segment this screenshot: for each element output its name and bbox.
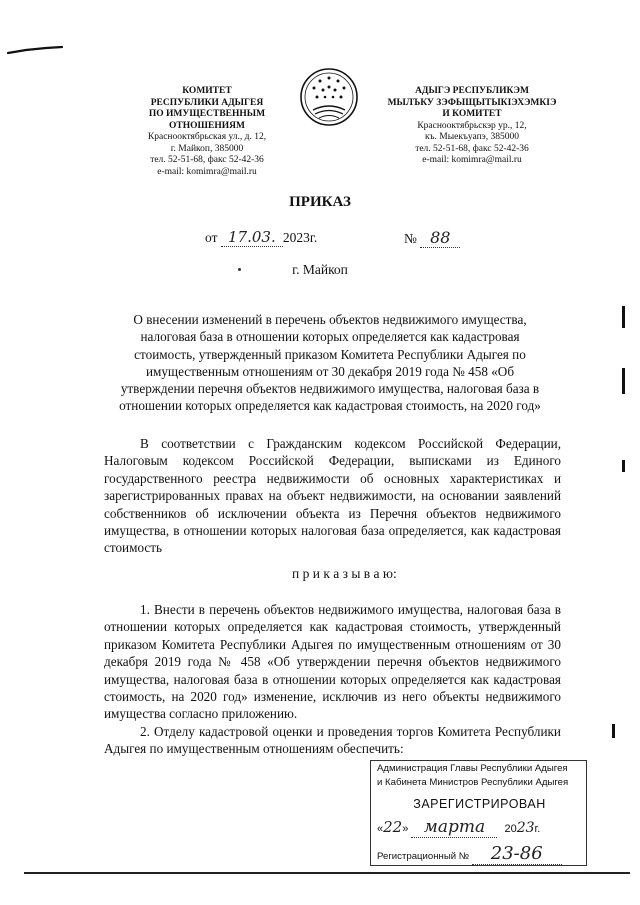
- stamp-authority-2: и Кабинета Министров Республики Адыгея: [377, 777, 569, 788]
- subject-line: налоговая база в отношении которых определяется как кадастровая: [140, 329, 520, 345]
- order-date: [205, 228, 317, 247]
- subject-block: [80, 311, 580, 415]
- dot-mark: [238, 268, 241, 271]
- stamp-reg-number-handwritten: 23-86: [472, 843, 562, 865]
- scan-mark: [622, 306, 625, 328]
- org-address-adyghe-1: Краснооктябрьскэр ур., 12,: [417, 120, 527, 131]
- item-1-paragraph: [104, 601, 561, 723]
- org-phone-adyghe: тел. 52-51-68, факс 52-42-36: [415, 143, 529, 154]
- stamp-year-prefix: 20: [504, 823, 517, 835]
- org-name-line1: КОМИТЕТ: [182, 86, 232, 96]
- document-title: ПРИКАЗ: [289, 194, 351, 210]
- scan-mark: [612, 724, 615, 738]
- preamble-text: В соответствии с Гражданским кодексом Российской Федерации, Налоговым кодексом Российской Федерации, выписками из Единого государственного реестра недвижимости об основных характеристиках и зарегистрированных правах на объект недвижимости, на основании заявлений собственников об исключении объекта из Перечня объектов недвижимого имущества, в отношении которых налоговая база определяется, как кадастровая стоимость: [104, 436, 561, 556]
- stamp-year-handwritten: 23: [516, 820, 535, 836]
- org-phone: тел. 52-51-68, факс 52-42-36: [150, 155, 264, 165]
- stamp-year-end: г.: [534, 823, 541, 835]
- subject-line: О внесении изменений в перечень объектов недвижимого имущества,: [133, 312, 527, 327]
- date-prefix: от: [205, 230, 218, 245]
- date-suffix: 2023г.: [282, 230, 318, 245]
- scan-mark: [622, 368, 625, 394]
- pen-mark: [6, 44, 66, 58]
- subject-line: стоимость, утвержденный приказом Комитета Республики Адыгея по: [134, 346, 526, 362]
- org-address-2: г. Майкоп, 385000: [170, 143, 244, 154]
- stamp-day-open: «: [377, 823, 384, 835]
- subject-line: имущественным отношениям от 30 декабря 2019 года № 458 «Об: [145, 363, 515, 379]
- item-1-text: 1. Внести в перечень объектов недвижимого имущества, налоговая база в отношении которых определяется как кадастровая стоимость, утвержденный приказом Комитета Республики Адыгея по имущественным отношениям от 30 декабря 2019 года № 458 «Об утверждении перечня объектов недвижимого имущества, налоговая база в отношении которых определяется как кадастровая стоимость, на 2020 год» изменение, исключив из него объекты недвижимого имущества согласно приложению.: [104, 602, 561, 722]
- date-handwritten: 17.03.: [221, 228, 283, 247]
- org-name-adyghe-line1: АДЫГЭ РЕСПУБЛИКЭМ: [415, 86, 529, 96]
- subject-line: утверждении перечня объектов недвижимого имущества, налоговая база в: [120, 381, 540, 397]
- number-handwritten: 88: [420, 228, 460, 248]
- stamp-authority-1: Администрация Главы Республики Адыгея: [377, 763, 568, 774]
- registration-stamp: [370, 760, 587, 866]
- org-address-adyghe-2: къ. Мыекъуапэ, 385000: [425, 132, 519, 142]
- org-email-adyghe: e-mail: komimra@mail.ru: [422, 155, 522, 165]
- stamp-reg-line: [377, 843, 582, 865]
- header-right: [382, 86, 562, 167]
- stamp-day-close: »: [402, 823, 409, 835]
- city: г. Майкоп: [292, 262, 348, 277]
- order-number: [404, 228, 460, 248]
- org-name-line2: РЕСПУБЛИКИ АДЫГЕЯ: [150, 97, 264, 108]
- org-name-line3: ПО ИМУЩЕСТВЕННЫМ ОТНОШЕНИЯМ: [148, 109, 266, 131]
- coat-of-arms-emblem: [299, 66, 359, 128]
- org-address-1: Краснооктябрьская ул., д. 12,: [147, 132, 267, 142]
- stamp-registered: ЗАРЕГИСТРИРОВАН: [413, 797, 546, 811]
- stamp-month-handwritten: марта: [411, 817, 497, 838]
- stamp-day-handwritten: 22: [383, 818, 403, 836]
- number-prefix: №: [404, 231, 417, 246]
- preamble-paragraph: [104, 435, 561, 557]
- item-2-paragraph: [104, 723, 561, 758]
- item-2-text: 2. Отделу кадастровой оценки и проведения торгов Комитета Республики Адыгея по имущественным отношениям обеспечить:: [104, 724, 561, 757]
- org-name-adyghe-line3: И КОМИТЕТ: [442, 109, 502, 119]
- scan-edge-line: [24, 872, 630, 874]
- stamp-date-line: [377, 817, 582, 838]
- header-left: [112, 86, 302, 178]
- org-email: e-mail: komimra@mail.ru: [157, 166, 257, 177]
- decree-word: п р и к а з ы в а ю:: [292, 566, 397, 581]
- subject-line: отношении которых определяется как кадастровая стоимость, на 2020 год»: [119, 398, 541, 414]
- stamp-reg-label: Регистрационный №: [377, 851, 470, 862]
- org-name-adyghe-line2: МЫЛЪКУ ЗЭФЫЩЫТЫКІЭХЭМКІЭ: [387, 97, 557, 108]
- scan-mark: [622, 460, 625, 472]
